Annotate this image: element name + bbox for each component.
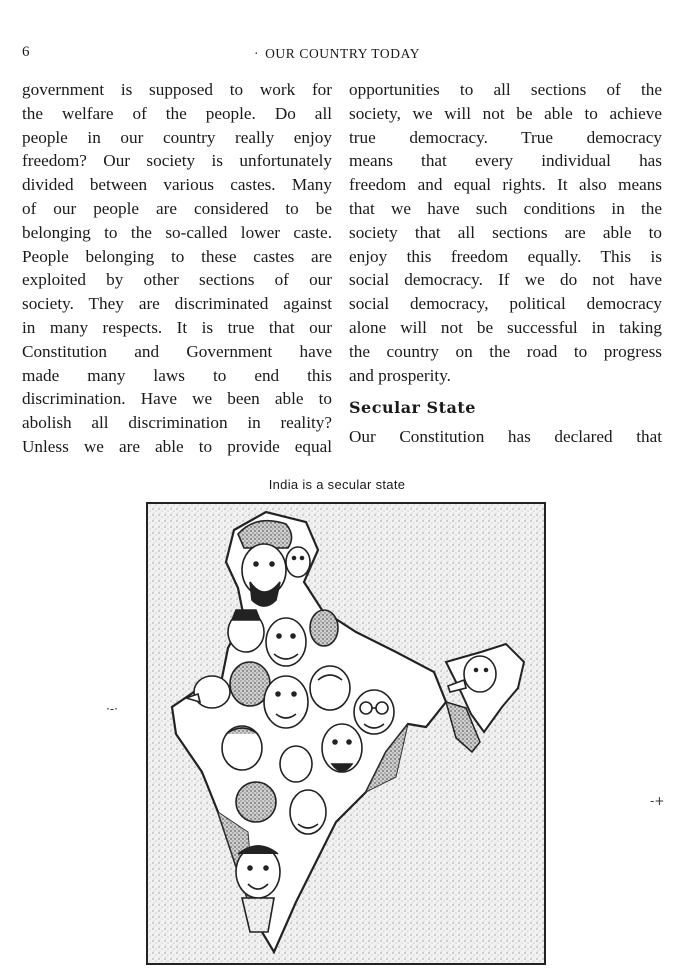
text-line: discrimination. Have we been able to — [22, 389, 332, 409]
text-line: and prosperity. — [349, 365, 451, 385]
text-line: government is supposed to work for — [22, 80, 332, 99]
margin-mark: -+ — [650, 794, 665, 808]
text-line: society, we will not be able to achieve — [349, 103, 662, 123]
text-line: in many respects. It is true that our — [22, 317, 332, 337]
section-heading-secular-state: Secular State — [349, 398, 476, 418]
text-line: of our people are considered to be — [22, 198, 332, 218]
page-number: 6 — [22, 44, 30, 60]
text-line: society. They are discriminated against — [22, 294, 332, 314]
text-line: that we have such conditions in the — [349, 198, 662, 218]
margin-mark: ·-· — [106, 702, 118, 716]
text-line: true democracy. True democracy — [349, 127, 662, 147]
figure-caption: India is a secular state — [268, 477, 406, 492]
right-text-column — [349, 78, 662, 449]
text-line: people in our country really enjoy — [22, 127, 332, 147]
text-line: social democracy, political democracy — [349, 294, 662, 314]
running-head: · OUR COUNTRY TODAY — [253, 46, 421, 61]
text-line: Our Constitution has declared that — [349, 427, 662, 447]
text-line: means that every individual has — [349, 151, 662, 171]
running-head-title: OUR COUNTRY TODAY — [265, 46, 421, 61]
text-line: divided between various castes. Many — [22, 175, 332, 195]
text-line: Unless we are able to provide equal — [22, 436, 332, 456]
text-line: Constitution and Government have — [22, 341, 332, 361]
india-cartoon-illustration — [146, 502, 546, 965]
text-line: belonging to the so-called lower caste. — [22, 222, 332, 242]
text-line: abolish all discrimination in reality? — [22, 413, 332, 433]
text-line: alone will not be successful in taking — [349, 317, 662, 337]
text-line: made many laws to end this — [22, 365, 332, 385]
text-line: opportunities to all sections of the — [349, 80, 662, 99]
left-text-column — [22, 78, 332, 459]
text-line: social democracy. If we do not have — [349, 270, 662, 290]
text-line: freedom and equal rights. It also means — [349, 175, 662, 195]
text-line: enjoy this freedom equally. This is — [349, 246, 662, 266]
text-line: freedom? Our society is unfortunately — [22, 151, 332, 171]
text-line: the welfare of the people. Do all — [22, 103, 332, 123]
text-line: exploited by other sections of our — [22, 270, 332, 290]
text-line: People belonging to these castes are — [22, 246, 332, 266]
text-line: the country on the road to progress — [349, 341, 662, 361]
text-line: society that all sections are able to — [349, 222, 662, 242]
